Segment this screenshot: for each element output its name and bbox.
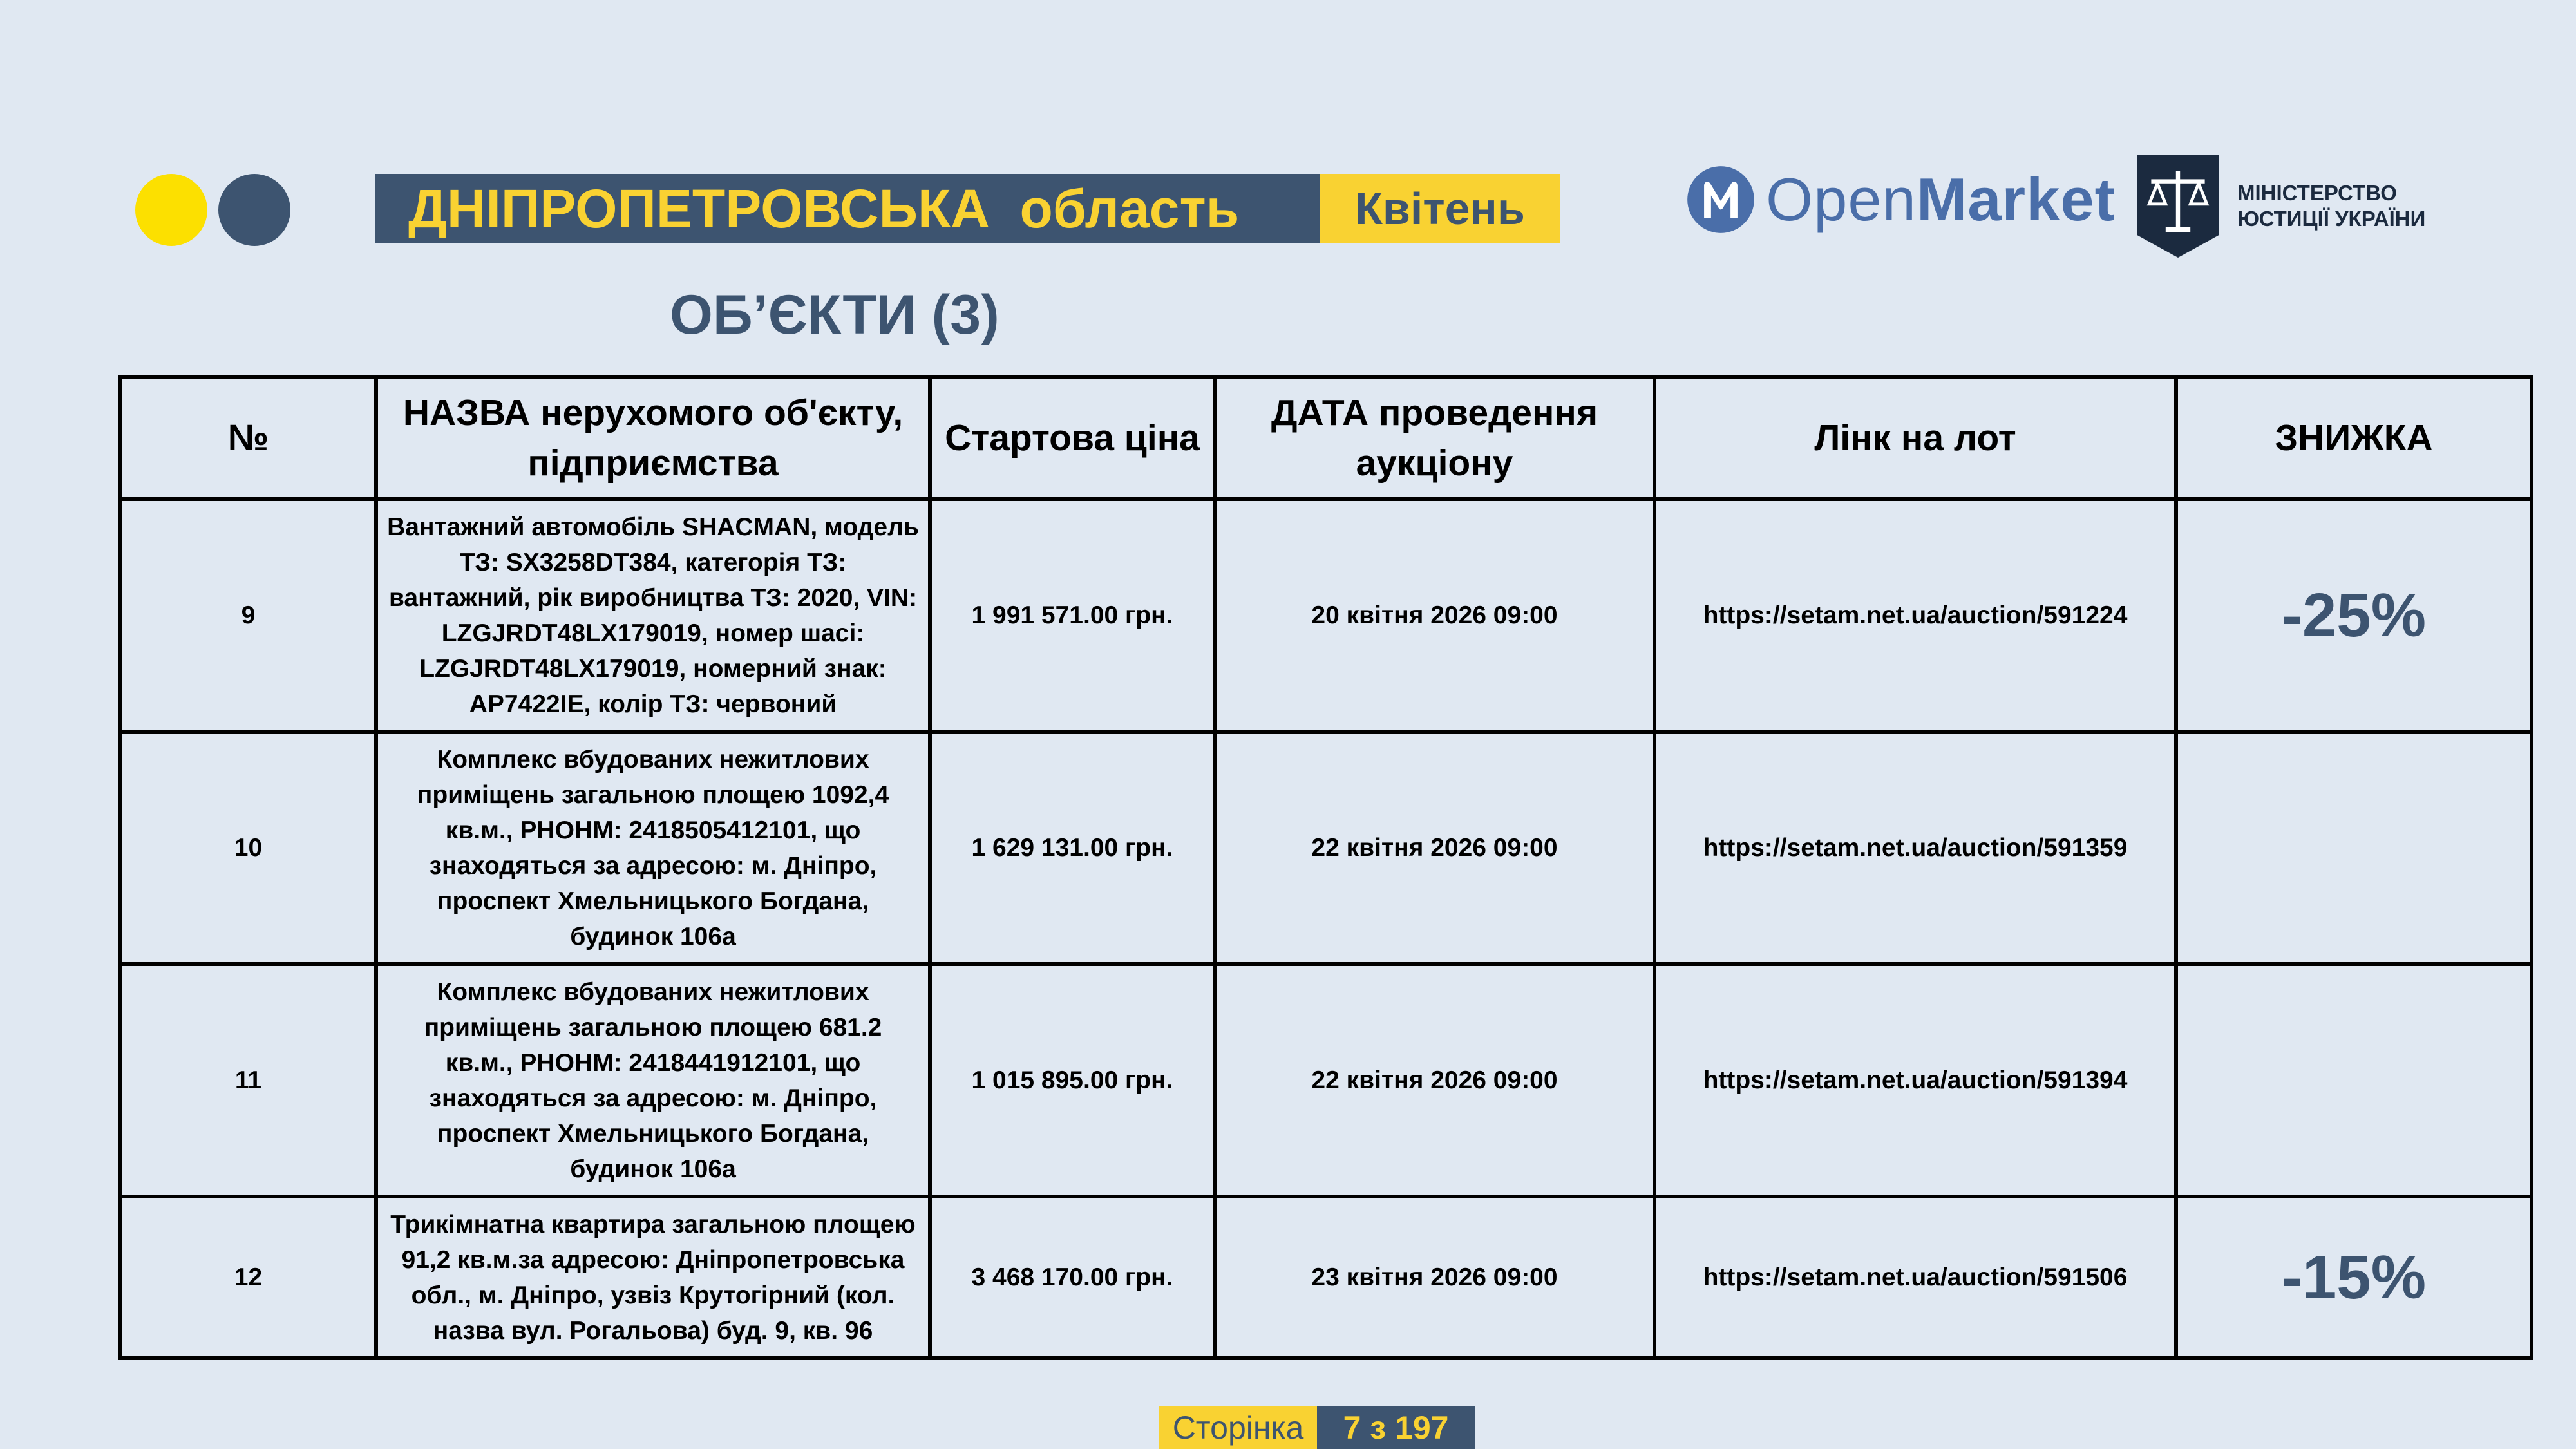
header-price: Стартова ціна [930,377,1215,499]
scales-shield-icon [2137,155,2219,258]
region-title: ДНІПРОПЕТРОВСЬКА область [375,174,1320,243]
ministry-logo [2137,155,2425,258]
lot-number: 12 [120,1197,376,1358]
lot-link[interactable]: https://setam.net.ua/auction/591394 [1654,964,2176,1197]
month-label: Квітень [1320,174,1560,243]
lot-date: 22 квітня 2026 09:00 [1215,732,1654,964]
header-link: Лінк на лот [1654,377,2176,499]
section-title: ОБ’ЄКТИ (3) [670,284,999,346]
lot-price: 1 629 131.00 грн. [930,732,1215,964]
lot-number: 10 [120,732,376,964]
table-row [120,732,2532,964]
page-indicator [1159,1406,1475,1449]
lot-date: 23 квітня 2026 09:00 [1215,1197,1654,1358]
lot-link[interactable]: https://setam.net.ua/auction/591506 [1654,1197,2176,1358]
lot-number: 9 [120,499,376,732]
lot-date: 22 квітня 2026 09:00 [1215,964,1654,1197]
page-label: Сторінка [1159,1406,1317,1449]
table-row [120,1197,2532,1358]
header-date: ДАТА проведення аукціону [1215,377,1654,499]
openmarket-m-icon [1686,165,1756,234]
table-header-row [120,377,2532,499]
lot-discount [2176,964,2532,1197]
lots-table [118,375,2533,1360]
openmarket-logo [1686,165,2116,234]
lot-number: 11 [120,964,376,1197]
lot-price: 3 468 170.00 грн. [930,1197,1215,1358]
page-number: 7 з 197 [1317,1406,1475,1449]
openmarket-wordmark: OpenMarket [1766,166,2116,233]
lot-name: Трикімнатна квартира загальною площею 91,2 кв.м.за адресою: Дніпропетровська обл., м. Дніпро, узвіз Крутогірний (кол. назва вул. Рогальова) буд. 9, кв. 96 [376,1197,930,1358]
region-banner [375,174,1560,243]
table-row [120,499,2532,732]
header-number: № [120,377,376,499]
decor-dot-navy [218,174,290,246]
lot-price: 1 991 571.00 грн. [930,499,1215,732]
lot-discount [2176,732,2532,964]
header-name: НАЗВА нерухомого об'єкту, підприємства [376,377,930,499]
lot-price: 1 015 895.00 грн. [930,964,1215,1197]
lot-name: Комплекс вбудованих нежитлових приміщень загальною площею 1092,4 кв.м., РНОНМ: 2418505412101, що знаходяться за адресою: м. Дніпро, проспект Хмельницького Богдана, будинок 106а [376,732,930,964]
table-row [120,964,2532,1197]
ministry-name: МІНІСТЕРСТВО ЮСТИЦІЇ УКРАЇНИ [2237,181,2426,231]
lot-link[interactable]: https://setam.net.ua/auction/591359 [1654,732,2176,964]
decor-dot-yellow [135,174,207,246]
lot-name: Вантажний автомобіль SHACMAN, модель ТЗ: SX3258DT384, категорія ТЗ: вантажний, рік виробництва ТЗ: 2020, VIN: LZGJRDT48LX179019, номер шасі: LZGJRDT48LX179019, номерний знак: АР7422ІЕ, колір ТЗ: червоний [376,499,930,732]
lot-name: Комплекс вбудованих нежитлових приміщень загальною площею 681.2 кв.м., РНОНМ: 2418441912101, що знаходяться за адресою: м. Дніпро, проспект Хмельницького Богдана, будинок 106а [376,964,930,1197]
lot-discount: -25% [2176,499,2532,732]
lot-date: 20 квітня 2026 09:00 [1215,499,1654,732]
lot-discount: -15% [2176,1197,2532,1358]
header-discount: ЗНИЖКА [2176,377,2532,499]
lot-link[interactable]: https://setam.net.ua/auction/591224 [1654,499,2176,732]
